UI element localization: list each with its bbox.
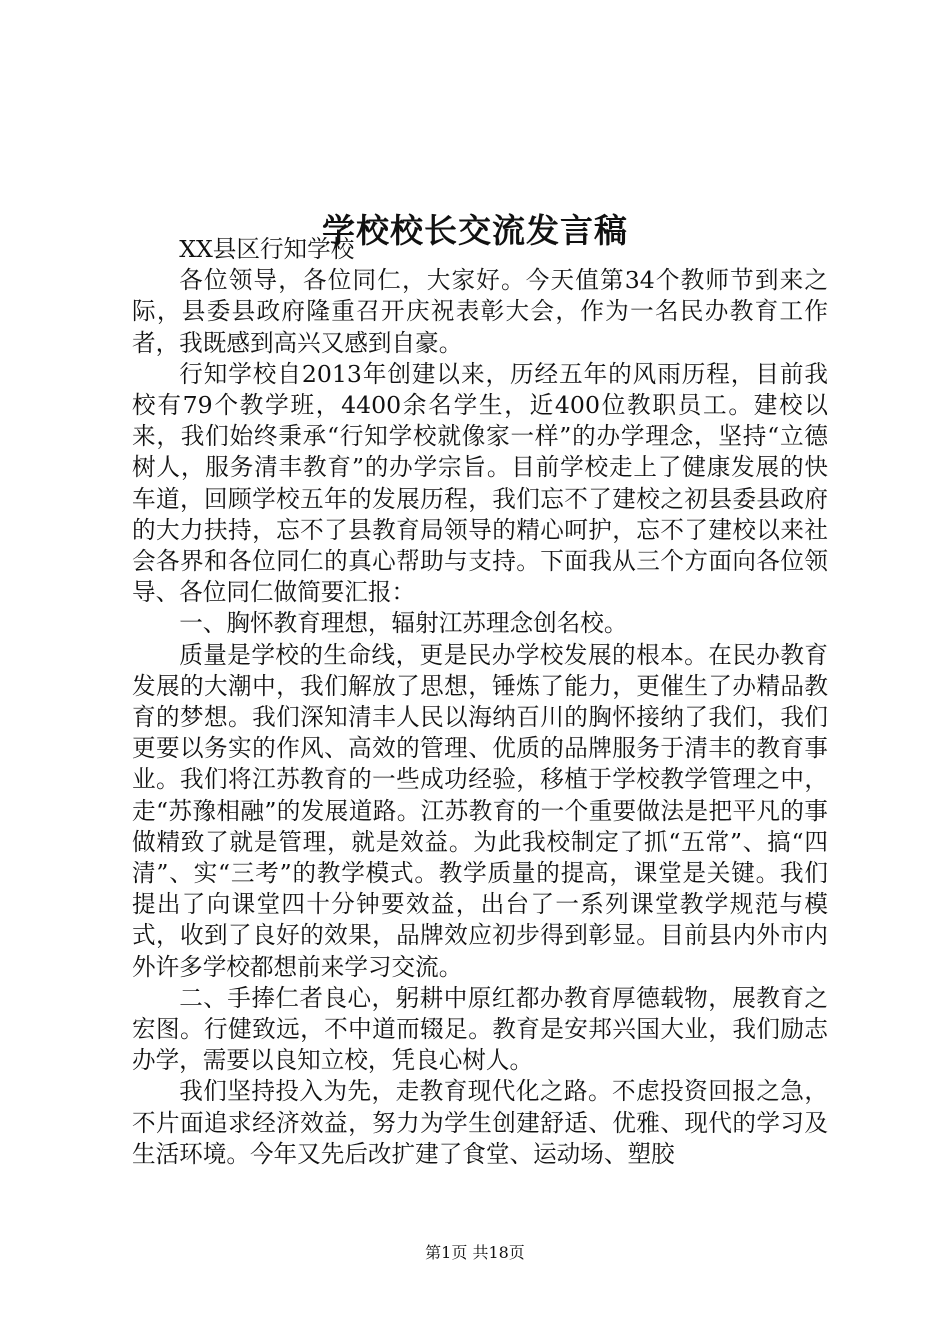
section-heading-one: 一、胸怀教育理想，辐射江苏理念创名校。 [179,609,628,638]
paragraph-school-history: 行知学校自2013年创建以来，历经五年的风雨历程，目前我校有79个教学班，4400余名学生，近400位教职员工。建校以来，我们始终秉承“行知学校就像家一样”的办学理念，坚持“立德树人，服务清丰教育”的办学宗旨。目前学校走上了健康发展的快车道，回顾学校五年的发展历程，我们忘不了建校之初县委县政府的大力扶持，忘不了县教育局领导的精心呵护，忘不了建校以来社会各界和各位同仁的真心帮助与支持。下面我从三个方面向各位领导、各位同仁做简要汇报： [132,359,828,607]
document-body [132,234,828,1170]
page-footer: 第1页 共18页 [425,1243,525,1262]
document-title: 学校校长交流发言稿 [322,211,628,251]
paragraph-quality: 质量是学校的生命线，更是民办学校发展的根本。在民办教育发展的大潮中，我们解放了思想，锤炼了能力，更催生了办精品教育的梦想。我们深知清丰人民以海纳百川的胸怀接纳了我们，我们更要以务实的作风、高效的管理、优质的品牌服务于清丰的教育事业。我们将江苏教育的一些成功经验，移植于学校教学管理之中，走“苏豫相融”的发展道路。江苏教育的一个重要做法是把平凡的事做精致了就是管理，就是效益。为此我校制定了抓“五常”、搞“四清”、实“三考”的教学模式。教学质量的提高，课堂是关键。我们提出了向课堂四十分钟要效益，出台了一系列课堂教学规范与模式，收到了良好的效果，品牌效应初步得到彰显。目前县内外市内外许多学校都想前来学习交流。 [132,640,828,981]
paragraph-investment: 我们坚持投入为先，走教育现代化之路。不虑投资回报之急，不片面追求经济效益，努力为学生创建舒适、优雅、现代的学习及生活环境。今年又先后改扩建了食堂、运动场、塑胶 [132,1077,828,1168]
school-name-line: XX县区行知学校 [179,235,355,263]
section-heading-two: 二、手捧仁者良心，躬耕中原红都办教育厚德载物，展教育之宏图。行健致远，不中道而辍足。教育是安邦兴国大业，我们励志办学，需要以良知立校，凭良心树人。 [132,983,828,1075]
paragraph-greeting: 各位领导，各位同仁，大家好。今天值第34个教师节到来之际，县委县政府隆重召开庆祝表彰大会，作为一名民办教育工作者，我既感到高兴又感到自豪。 [132,266,828,357]
